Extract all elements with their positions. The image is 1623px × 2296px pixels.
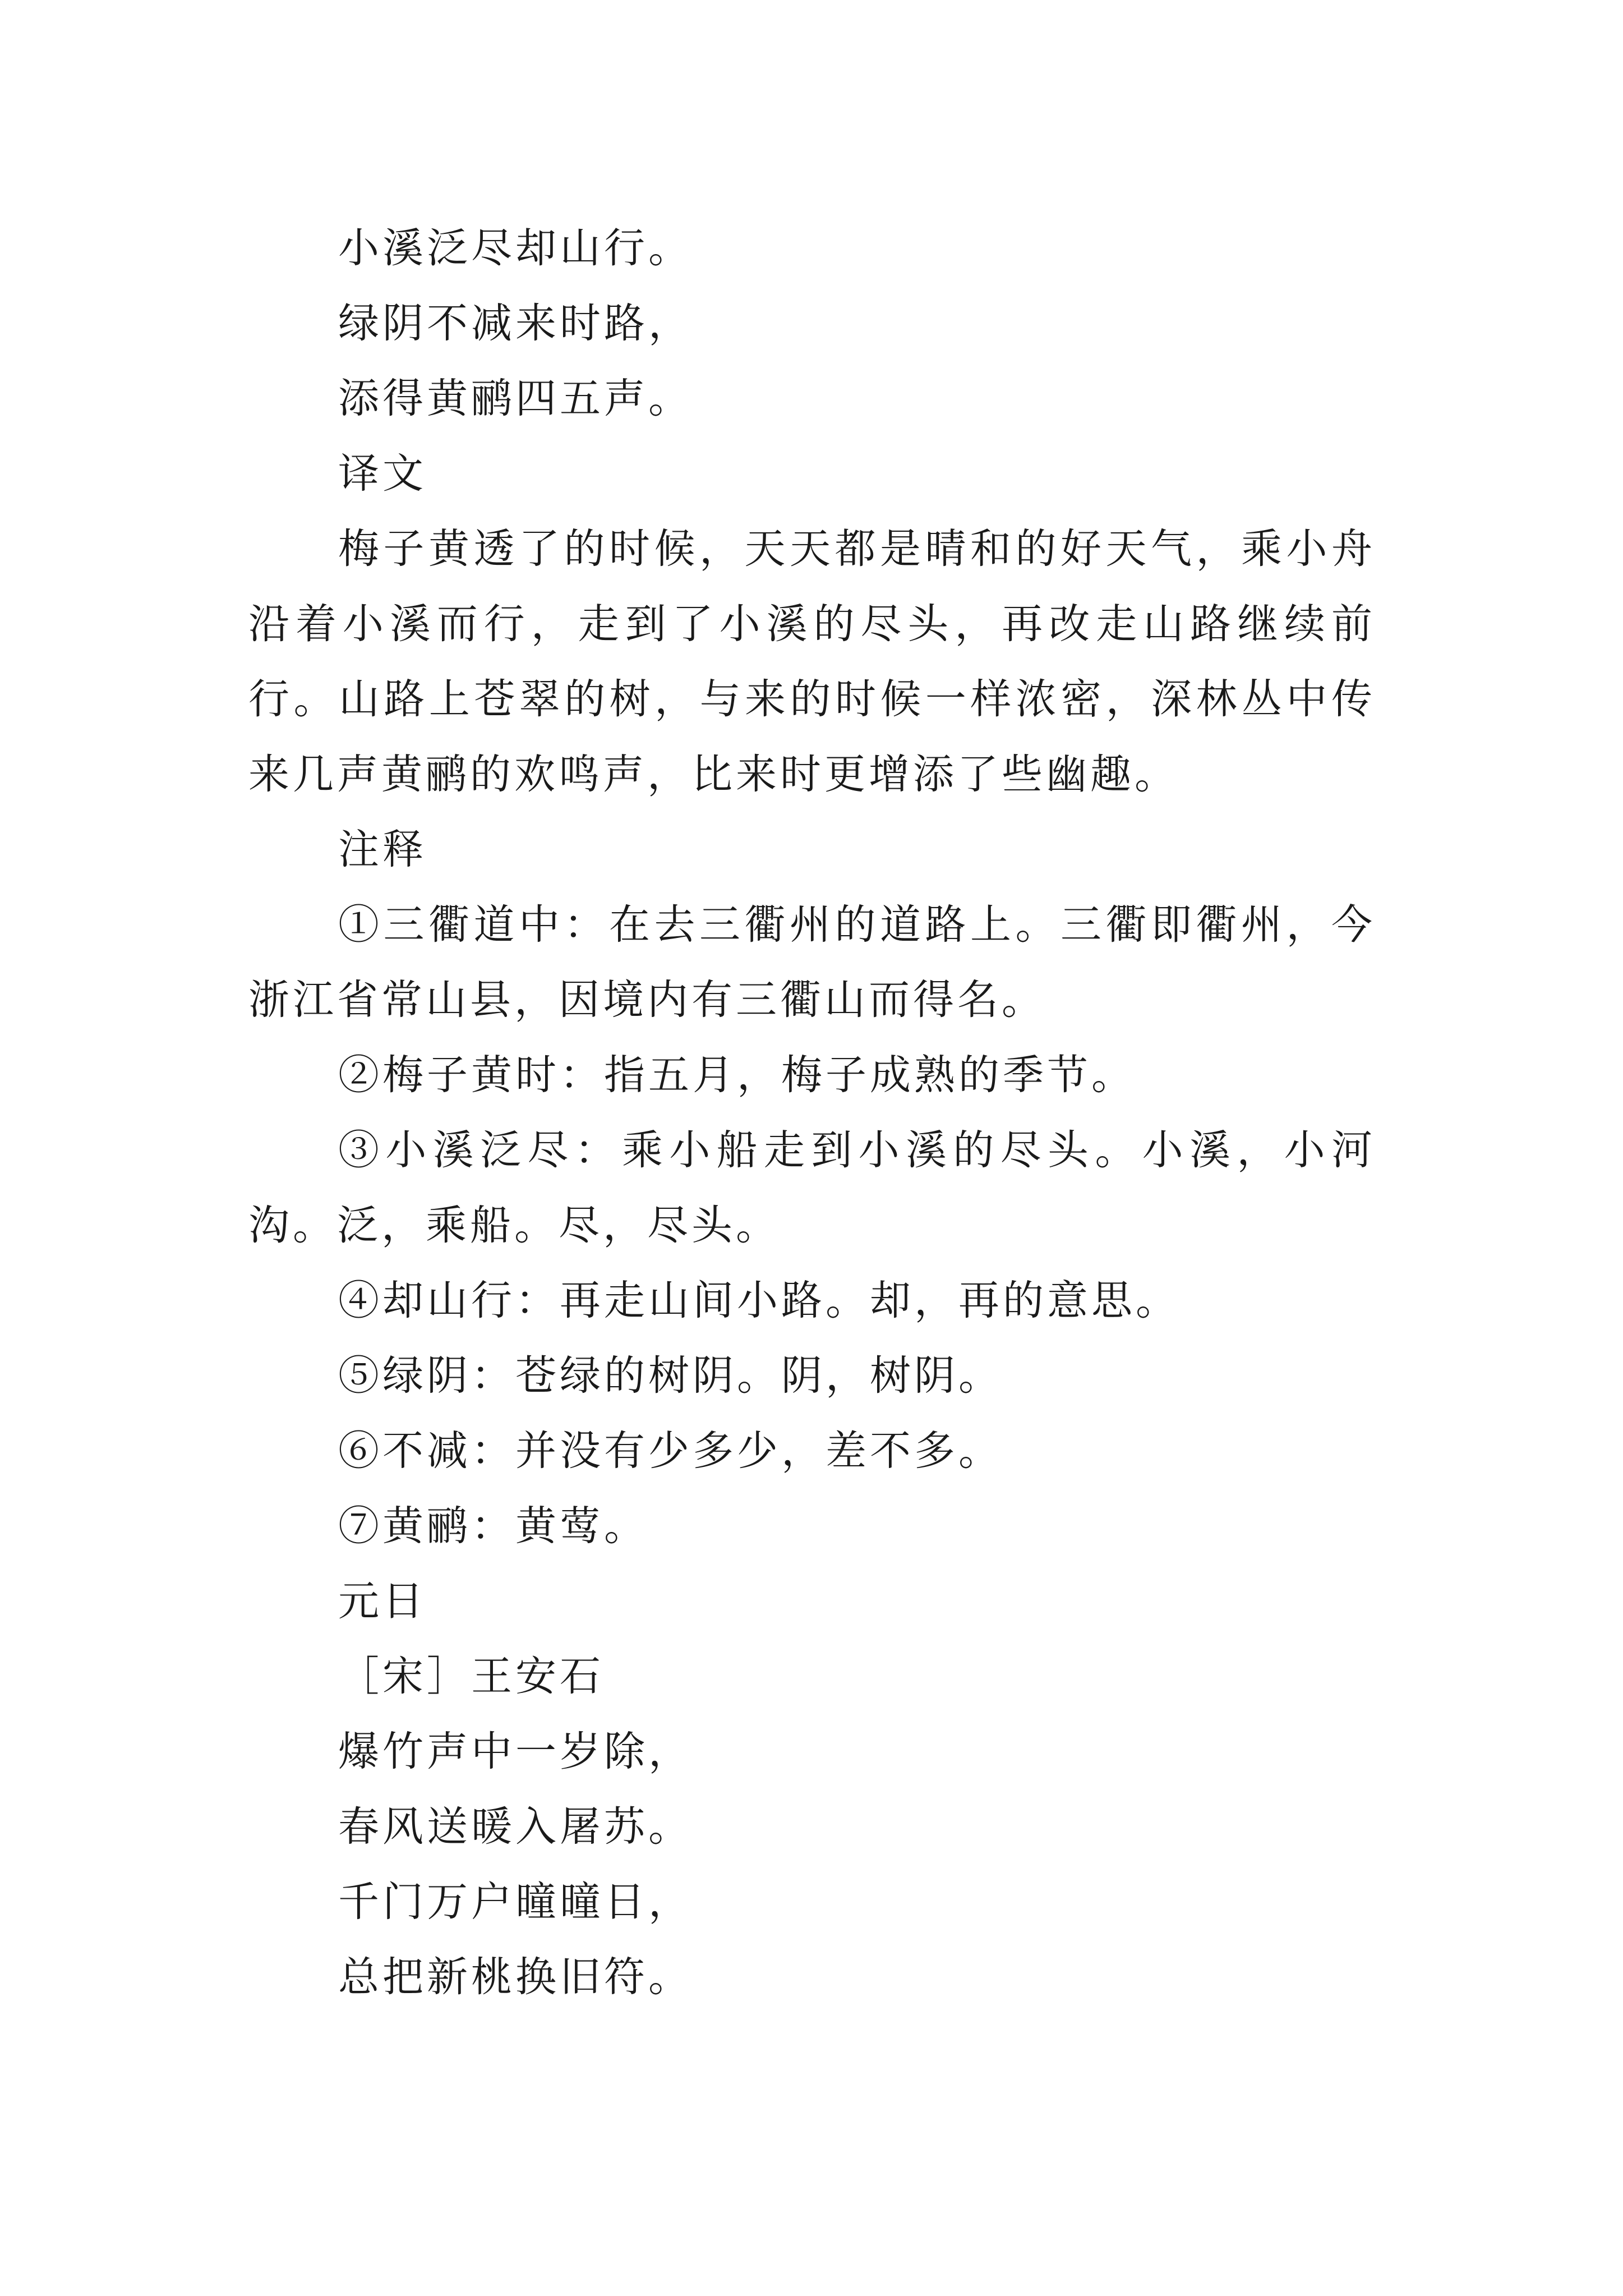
poem-author: ［宋］王安石 bbox=[338, 1653, 604, 1700]
note-item: ①三衢道中：在去三衢州的道路上。三衢即衢州，今浙江省常山县，因境内有三衢山而得名。 bbox=[248, 901, 1376, 1024]
poem-line: 添得黄鹂四五声。 bbox=[338, 375, 693, 422]
poem-line: 爆竹声中一岁除， bbox=[338, 1728, 693, 1775]
note-item: ②梅子黄时：指五月，梅子成熟的季节。 bbox=[338, 1051, 1136, 1099]
section-heading-notes: 注释 bbox=[338, 826, 427, 873]
note-item: ⑦黄鹂：黄莺。 bbox=[338, 1502, 648, 1550]
poem-line: 春风送暖入屠苏。 bbox=[338, 1803, 693, 1851]
section-heading-translation: 译文 bbox=[338, 450, 427, 498]
poem-title: 元日 bbox=[338, 1577, 427, 1625]
document-body bbox=[248, 211, 1376, 2015]
note-item: ⑤绿阴：苍绿的树阴。阴，树阴。 bbox=[338, 1352, 1003, 1400]
note-item: ⑥不减：并没有少多少，差不多。 bbox=[338, 1427, 1003, 1475]
poem-line: 千门万户曈曈日， bbox=[338, 1878, 693, 1926]
translation-paragraph: 梅子黄透了的时候，天天都是晴和的好天气，乘小舟沿着小溪而行，走到了小溪的尽头，再改走山路继续前行。山路上苍翠的树，与来的时候一样浓密，深林丛中传来几声黄鹂的欢鸣声，比来时更增添了些幽趣。 bbox=[248, 525, 1376, 798]
note-item: ③小溪泛尽：乘小船走到小溪的尽头。小溪，小河沟。泛，乘船。尽，尽头。 bbox=[248, 1126, 1376, 1249]
poem-line: 总把新桃换旧符。 bbox=[338, 1953, 693, 2001]
note-item: ④却山行：再走山间小路。却，再的意思。 bbox=[338, 1277, 1180, 1324]
poem-line: 小溪泛尽却山行。 bbox=[338, 224, 693, 272]
poem-line: 绿阴不减来时路， bbox=[338, 300, 693, 347]
